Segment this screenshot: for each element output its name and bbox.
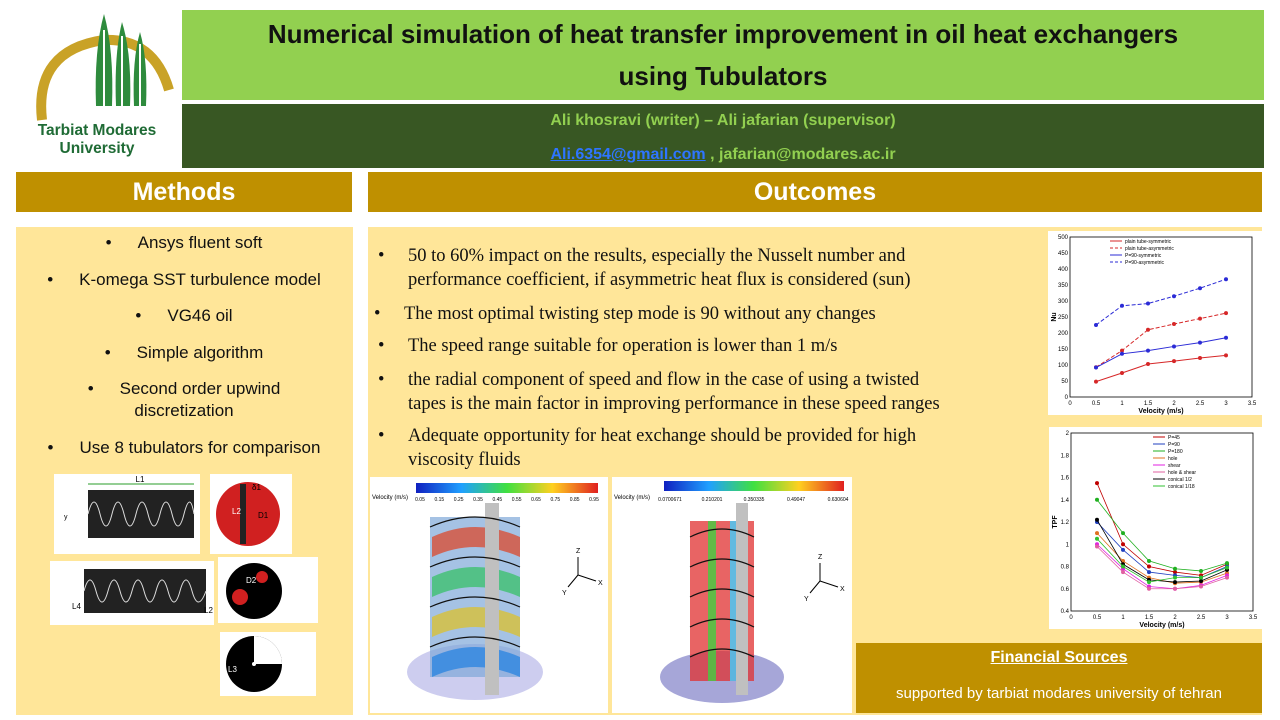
x-tick-label: 3 [1224, 401, 1228, 407]
svg-text:δ1: δ1 [252, 483, 261, 492]
y-tick-label: 500 [1057, 235, 1068, 241]
list-item: • Ansys fluent soft [105, 233, 263, 252]
svg-text:Y: Y [804, 596, 809, 603]
legend-label: hole & shear [1168, 470, 1197, 476]
data-point [1173, 587, 1177, 591]
x-axis-label: Velocity (m/s) [1139, 622, 1185, 629]
svg-text:y: y [64, 514, 68, 521]
data-point [1173, 567, 1177, 571]
tpf-chart [1049, 427, 1262, 629]
x-tick-label: 1 [1121, 615, 1125, 621]
svg-text:X: X [840, 586, 845, 593]
data-point [1225, 561, 1229, 565]
y-tick-label: 0.6 [1060, 586, 1069, 593]
series-curve [1097, 544, 1227, 589]
list-item: • Simple algorithm [104, 343, 264, 362]
legend-label: P=90-asymmetric [1125, 260, 1165, 266]
methods-heading: Methods [16, 172, 352, 212]
legend-label: P=180 [1168, 449, 1183, 455]
data-point [1120, 352, 1124, 356]
series-line [1096, 279, 1226, 325]
series-curve [1097, 533, 1227, 583]
y-tick-label: 0.4 [1060, 609, 1069, 615]
list-item: • Second order upwind [87, 379, 281, 398]
twisted-tape-diagram [54, 474, 200, 554]
data-point [1199, 569, 1203, 573]
y-tick-label: 450 [1057, 251, 1068, 257]
y-tick-label: 1.2 [1060, 520, 1069, 526]
svg-text:L2: L2 [232, 507, 241, 516]
data-point [1121, 570, 1125, 574]
x-axis-label: Velocity (m/s) [1138, 408, 1184, 415]
data-point [1199, 585, 1203, 589]
authors-banner [182, 104, 1264, 168]
data-point [1121, 548, 1125, 552]
data-point [1146, 328, 1150, 332]
data-point [1198, 341, 1202, 345]
data-point [1172, 322, 1176, 326]
legend-label: shear [1168, 463, 1181, 469]
data-point [1147, 580, 1151, 584]
twisted-tape-figure-2 [50, 561, 214, 625]
y-tick-label: 50 [1061, 379, 1068, 385]
data-point [1120, 304, 1124, 308]
x-tick-label: 2 [1172, 401, 1176, 407]
x-tick-label: 3.5 [1248, 615, 1258, 621]
data-point [1224, 336, 1228, 340]
colorbar-tick-label: 0.350335 [743, 497, 765, 503]
y-tick-label: 200 [1057, 331, 1068, 337]
series-curve [1097, 483, 1227, 575]
data-point [1173, 576, 1177, 580]
cross-section-figure-2 [218, 557, 318, 623]
list-item: • Adequate opportunity for heat exchange should be provided for high [378, 426, 917, 446]
svg-text:L2: L2 [204, 606, 213, 615]
email-secondary: , jafarian@modares.ac.ir [705, 146, 896, 163]
x-tick-label: 0 [1069, 615, 1073, 621]
data-point [1120, 371, 1124, 375]
data-point [1094, 380, 1098, 384]
outcomes-heading: Outcomes [368, 172, 1262, 212]
title-line1: Numerical simulation of heat transfer improvement in oil heat exchangers [267, 19, 1179, 49]
colorbar-tick-label: 0.25 [453, 497, 464, 503]
data-point [1146, 362, 1150, 366]
data-point [1198, 286, 1202, 290]
legend-label: plain tube-symmetric [1125, 239, 1172, 245]
legend-label: P=45 [1168, 435, 1180, 441]
data-point [1094, 323, 1098, 327]
y-tick-label: 1.8 [1060, 453, 1069, 460]
x-tick-label: 2.5 [1195, 401, 1205, 407]
x-tick-label: 2.5 [1196, 615, 1206, 621]
legend-label: P=90-symmetric [1125, 253, 1162, 259]
cross-section-figure-1 [210, 474, 292, 554]
list-item: • 50 to 60% impact on the results, especially the Nusselt number and [378, 246, 906, 266]
data-point [1225, 576, 1229, 580]
list-item: • the radial component of speed and flow in the case of using a twisted [378, 370, 920, 390]
data-point [1146, 302, 1150, 306]
y-tick-label: 1.6 [1060, 475, 1069, 482]
svg-text:Z: Z [818, 554, 823, 561]
data-point [1172, 344, 1176, 348]
axis-triad-icon [562, 548, 603, 597]
colorbar-tick-label: 0.45 [492, 497, 503, 503]
y-axis-label: Nu [1051, 312, 1058, 322]
data-point [1121, 531, 1125, 535]
data-point [1199, 576, 1203, 580]
title-line2: using Tubulators [618, 61, 828, 91]
data-point [1198, 317, 1202, 321]
data-point [1224, 277, 1228, 281]
list-item-continuation: discretization [134, 401, 234, 420]
data-point [1095, 531, 1099, 535]
colorbar-tick-label: 0.49047 [786, 497, 806, 503]
data-point [1173, 580, 1177, 584]
series-curve [1097, 539, 1227, 582]
data-point [1095, 498, 1099, 502]
svg-text:L3: L3 [228, 665, 237, 674]
colorbar-tick-label: 0.210201 [701, 497, 723, 503]
data-point [1095, 481, 1099, 485]
series-line [1096, 313, 1226, 367]
axis-triad-icon [804, 554, 845, 603]
data-point [1147, 565, 1151, 569]
y-tick-label: 300 [1057, 299, 1068, 305]
logo-text-line2: University [59, 140, 135, 157]
x-tick-label: 0.5 [1091, 401, 1101, 407]
list-item: • Use 8 tubulators for comparison [47, 438, 321, 457]
x-tick-label: 1.5 [1143, 401, 1153, 407]
data-point [1121, 542, 1125, 546]
data-point [1172, 359, 1176, 363]
svg-text:L4: L4 [72, 602, 81, 611]
velocity-contour-left [370, 477, 608, 713]
svg-text:Y: Y [562, 590, 567, 597]
svg-text:Velocity (m/s): Velocity (m/s) [372, 495, 409, 501]
colorbar-tick-label: 0.35 [473, 497, 483, 503]
colorbar-tick-label: 0.05 [415, 497, 425, 503]
colorbar-tick-label: 0.0700671 [658, 497, 682, 503]
colorbar-tick-label: 0.85 [569, 497, 580, 503]
y-tick-label: 250 [1057, 315, 1068, 321]
data-point [1095, 518, 1099, 522]
colorbar-tick-label: 0.65 [531, 497, 541, 503]
series-line [1096, 355, 1226, 381]
cypress-tree-logo-icon [14, 10, 180, 122]
y-tick-label: 1.4 [1060, 497, 1069, 504]
list-item: • The speed range suitable for operation is lower than 1 m/s [378, 336, 838, 356]
x-tick-label: 0.5 [1092, 615, 1102, 621]
y-tick-label: 0 [1064, 395, 1068, 401]
authors-text: Ali khosravi (writer) – Ali jafarian (supervisor) [550, 112, 896, 129]
x-tick-label: 1 [1120, 401, 1124, 407]
legend-label: plain tube-asymmetric [1125, 246, 1174, 252]
y-tick-label: 400 [1057, 267, 1068, 273]
data-point [1094, 366, 1098, 370]
left-colorbar-ticks [415, 497, 599, 503]
data-point [1121, 565, 1125, 569]
x-tick-label: 2 [1173, 615, 1177, 621]
nusselt-chart-svg [1048, 231, 1262, 415]
data-point [1147, 587, 1151, 591]
list-item-continuation: tapes is the main factor in improving performance in these speed ranges [408, 394, 940, 414]
list-item: • The most optimal twisting step mode is 90 without any changes [374, 304, 876, 324]
twisted-tape-figure-1 [54, 474, 200, 554]
colorbar-tick-label: 0.55 [511, 497, 522, 503]
legend-label: conical 1/2 [1168, 477, 1192, 483]
y-tick-label: 100 [1057, 363, 1068, 369]
svg-text:X: X [598, 580, 603, 587]
velocity-contour-right [612, 477, 852, 713]
email-link[interactable]: Ali.6354@gmail.com [550, 146, 706, 163]
data-point [1224, 353, 1228, 357]
colorbar-tick-label: 0.630604 [827, 497, 849, 503]
title-banner [182, 10, 1264, 100]
x-tick-label: 0 [1068, 401, 1072, 407]
legend-label: P=90 [1168, 442, 1180, 448]
svg-text:D1: D1 [258, 511, 269, 520]
data-point [1095, 544, 1099, 548]
list-item-continuation: performance coefficient, if asymmetric heat flux is considered (sun) [408, 270, 911, 290]
y-tick-label: 0.8 [1060, 564, 1069, 571]
x-tick-label: 3 [1225, 615, 1229, 621]
colorbar-tick-label: 0.75 [550, 497, 561, 503]
right-colorbar-ticks [658, 497, 848, 503]
y-tick-label: 350 [1057, 283, 1068, 289]
svg-text:Z: Z [576, 548, 581, 555]
university-logo [14, 10, 180, 160]
y-tick-label: 2 [1065, 431, 1069, 437]
data-point [1225, 566, 1229, 570]
series-curve [1097, 500, 1227, 571]
list-item-continuation: viscosity fluids [408, 450, 521, 470]
financial-sources-box [856, 643, 1262, 713]
cross-section-figure-3 [220, 632, 316, 696]
svg-text:D2: D2 [246, 576, 257, 585]
data-point [1147, 559, 1151, 563]
x-tick-label: 3.5 [1247, 401, 1257, 407]
financial-sources-title: Financial Sources [990, 649, 1128, 666]
y-axis-label: TPF [1052, 515, 1059, 529]
svg-text:Velocity (m/s): Velocity (m/s) [614, 495, 651, 501]
data-point [1198, 356, 1202, 360]
legend-label: conical 1/18 [1168, 484, 1195, 490]
tpf-chart-svg [1049, 427, 1262, 629]
x-tick-label: 1.5 [1144, 615, 1154, 621]
list-item: • K-omega SST turbulence model [47, 270, 321, 289]
data-point [1224, 311, 1228, 315]
logo-text-line1: Tarbiat Modares [37, 122, 157, 139]
list-item: • VG46 oil [135, 306, 233, 325]
contact-line [182, 146, 1264, 164]
colorbar-tick-label: 0.95 [589, 497, 599, 503]
data-point [1147, 570, 1151, 574]
y-tick-label: 1 [1065, 542, 1069, 549]
nusselt-chart [1048, 231, 1262, 415]
svg-text:L1: L1 [135, 475, 145, 484]
data-point [1172, 294, 1176, 298]
data-point [1095, 537, 1099, 541]
data-point [1146, 349, 1150, 353]
y-tick-label: 150 [1057, 347, 1068, 353]
colorbar-tick-label: 0.15 [434, 497, 445, 503]
poster-title [248, 13, 1198, 97]
legend-label: hole [1168, 456, 1178, 462]
financial-sources-text: supported by tarbiat modares university of tehran [895, 685, 1222, 702]
